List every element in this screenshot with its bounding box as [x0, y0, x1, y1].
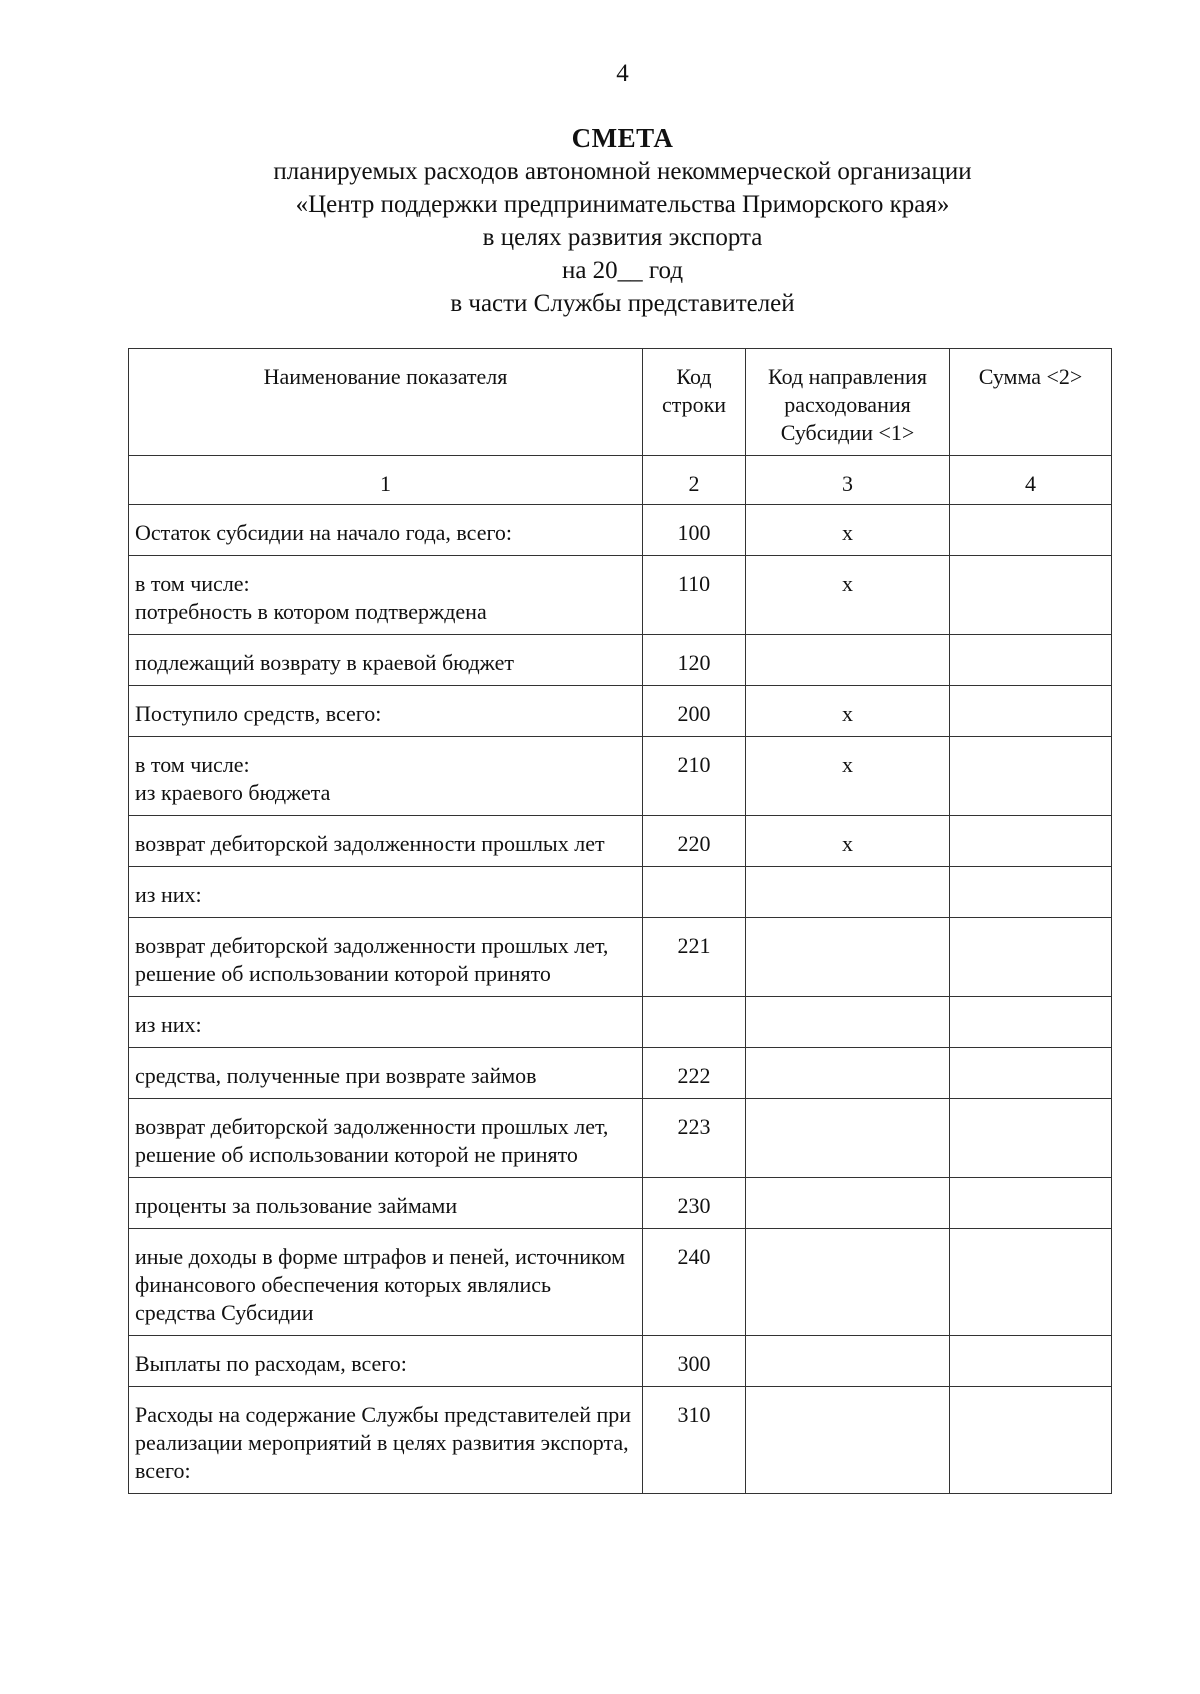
row-code-cell	[643, 997, 746, 1048]
row-code-cell: 300	[643, 1336, 746, 1387]
row-code-cell: 210	[643, 737, 746, 816]
table-row	[129, 737, 1112, 816]
row-code-cell: 220	[643, 816, 746, 867]
row-name-cell: возврат дебиторской задолженности прошлых лет	[129, 816, 643, 867]
table-header-row	[129, 349, 1112, 456]
table-row	[129, 1336, 1112, 1387]
row-amount-cell	[950, 1048, 1112, 1099]
header-line-organization: «Центр поддержки предпринимательства Приморского края»	[295, 191, 950, 218]
row-code-cell	[643, 867, 746, 918]
row-code-cell: 222	[643, 1048, 746, 1099]
column-number: 2	[643, 456, 746, 505]
document-title: СМЕТА	[571, 123, 674, 153]
row-direction-cell	[746, 1048, 950, 1099]
row-direction-cell: x	[746, 556, 950, 635]
row-code-cell: 110	[643, 556, 746, 635]
row-direction-cell	[746, 867, 950, 918]
row-direction-cell	[746, 1178, 950, 1229]
table-row	[129, 686, 1112, 737]
row-name-cell: возврат дебиторской задолженности прошлых лет, решение об использовании которой принято	[129, 918, 643, 997]
table-row	[129, 1099, 1112, 1178]
row-direction-cell	[746, 1229, 950, 1336]
table-row	[129, 997, 1112, 1048]
table-row	[129, 1048, 1112, 1099]
row-code-cell: 221	[643, 918, 746, 997]
column-number: 1	[129, 456, 643, 505]
row-direction-cell: x	[746, 686, 950, 737]
column-number-row	[129, 456, 1112, 505]
row-name-cell: Остаток субсидии на начало года, всего:	[129, 505, 643, 556]
row-amount-cell	[950, 1336, 1112, 1387]
row-direction-cell: x	[746, 505, 950, 556]
row-name-cell: подлежащий возврату в краевой бюджет	[129, 635, 643, 686]
row-amount-cell	[950, 556, 1112, 635]
row-amount-cell	[950, 867, 1112, 918]
row-code-cell: 120	[643, 635, 746, 686]
estimate-table	[128, 348, 1112, 1494]
row-name-cell: иные доходы в форме штрафов и пеней, источником финансового обеспечения которых являлись средства Субсидии	[129, 1229, 643, 1336]
row-code-cell: 100	[643, 505, 746, 556]
row-code-cell: 200	[643, 686, 746, 737]
column-header-name: Наименование показателя	[129, 349, 643, 456]
row-name-cell: Выплаты по расходам, всего:	[129, 1336, 643, 1387]
row-code-cell: 240	[643, 1229, 746, 1336]
table-row	[129, 1178, 1112, 1229]
row-amount-cell	[950, 816, 1112, 867]
table-row	[129, 556, 1112, 635]
table-row	[129, 1229, 1112, 1336]
table-row	[129, 635, 1112, 686]
header-line-scope: в части Службы представителей	[450, 290, 795, 317]
row-amount-cell	[950, 918, 1112, 997]
row-amount-cell	[950, 635, 1112, 686]
document-header	[0, 122, 1200, 320]
row-direction-cell	[746, 1336, 950, 1387]
column-number: 4	[950, 456, 1112, 505]
column-header-direction-code: Код направления расходования Субсидии <1>	[746, 349, 950, 456]
row-name-cell: Расходы на содержание Службы представителей при реализации мероприятий в целях развития экспорта, всего:	[129, 1387, 643, 1494]
column-number: 3	[746, 456, 950, 505]
row-direction-cell: x	[746, 816, 950, 867]
row-name-cell: возврат дебиторской задолженности прошлых лет, решение об использовании которой не принято	[129, 1099, 643, 1178]
row-name-cell: средства, полученные при возврате займов	[129, 1048, 643, 1099]
row-code-cell: 223	[643, 1099, 746, 1178]
row-direction-cell	[746, 635, 950, 686]
row-amount-cell	[950, 505, 1112, 556]
table-row	[129, 1387, 1112, 1494]
row-code-cell: 310	[643, 1387, 746, 1494]
row-name-cell: из них:	[129, 997, 643, 1048]
header-line-purpose: в целях развития экспорта	[482, 224, 763, 251]
row-direction-cell: x	[746, 737, 950, 816]
row-direction-cell	[746, 918, 950, 997]
row-code-cell: 230	[643, 1178, 746, 1229]
row-amount-cell	[950, 686, 1112, 737]
row-direction-cell	[746, 997, 950, 1048]
column-header-line-code: Код строки	[643, 349, 746, 456]
row-amount-cell	[950, 1229, 1112, 1336]
row-name-cell: проценты за пользование займами	[129, 1178, 643, 1229]
header-line-subject: планируемых расходов автономной некоммерческой организации	[273, 158, 972, 185]
row-name-cell: Поступило средств, всего:	[129, 686, 643, 737]
table-row	[129, 867, 1112, 918]
row-name-cell: в том числе: из краевого бюджета	[129, 737, 643, 816]
row-name-cell: из них:	[129, 867, 643, 918]
table-row	[129, 816, 1112, 867]
table-row	[129, 505, 1112, 556]
header-line-year: на 20__ год	[561, 257, 684, 284]
row-amount-cell	[950, 1387, 1112, 1494]
row-amount-cell	[950, 997, 1112, 1048]
row-direction-cell	[746, 1099, 950, 1178]
row-amount-cell	[950, 1099, 1112, 1178]
estimate-table-body	[129, 505, 1112, 1494]
row-name-cell: в том числе: потребность в котором подтверждена	[129, 556, 643, 635]
table-row	[129, 918, 1112, 997]
row-direction-cell	[746, 1387, 950, 1494]
row-amount-cell	[950, 737, 1112, 816]
column-header-amount: Сумма <2>	[950, 349, 1112, 456]
page-number: 4	[616, 60, 629, 87]
row-amount-cell	[950, 1178, 1112, 1229]
